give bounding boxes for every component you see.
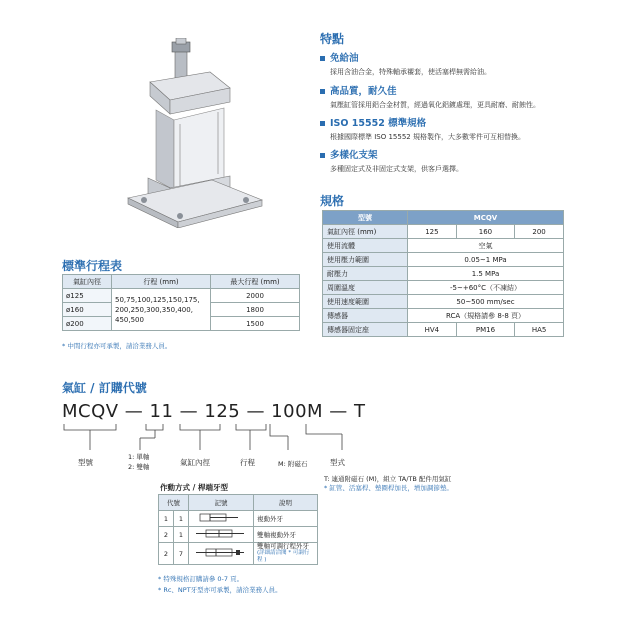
spec-header-model: MCQV	[408, 211, 564, 225]
features-title: 特點	[320, 32, 345, 46]
table-row	[323, 253, 564, 267]
table-row	[323, 225, 564, 239]
feature-desc: 根據國際標準 ISO 15552 規格製作，大多數零件可互相替換。	[330, 133, 525, 141]
spec-label: 周圍溫度	[323, 281, 408, 295]
bore-cell: ø160	[63, 303, 112, 317]
table-row	[323, 295, 564, 309]
table-row	[63, 289, 300, 303]
action-desc: 雙軸可調行程外牙	[257, 542, 309, 550]
table-row	[159, 527, 318, 543]
action-table	[158, 494, 318, 565]
label-magnet: M: 附磁石	[278, 460, 308, 468]
label-stroke: 行程	[240, 458, 255, 467]
spec-cell: 空氣	[408, 239, 564, 253]
cylinder-product-image	[120, 38, 270, 228]
spec-label: 使用速度範圍	[323, 295, 408, 309]
stroke-header: 行程 (mm)	[112, 275, 211, 289]
spec-label: 氣缸內徑 (mm)	[323, 225, 408, 239]
feature-desc: 採用含油合金，特殊軸承襯套，使活塞桿無需給油。	[330, 68, 491, 76]
adjustable-stroke-symbol-icon	[189, 543, 254, 565]
max-stroke-cell: 1500	[211, 317, 300, 331]
feature-heading: 高品質，耐久佳	[330, 86, 397, 97]
spec-cell: HV4	[408, 323, 457, 337]
stroke-table-title: 標準行程表	[62, 259, 123, 273]
action-code: 1	[174, 511, 189, 527]
stroke-header: 氣缸內徑	[63, 275, 112, 289]
action-code: 1	[159, 511, 174, 527]
spec-cell: 50~500 mm/sec	[408, 295, 564, 309]
feature-heading: ISO 15552 標準規格	[330, 118, 427, 129]
single-rod-symbol-icon	[189, 511, 254, 527]
order-code-bracket-lines	[60, 420, 360, 480]
spec-label: 使用流體	[323, 239, 408, 253]
spec-cell: HA5	[515, 323, 564, 337]
table-row	[323, 239, 564, 253]
label-type: 型式	[330, 458, 345, 467]
label-action-double: 2: 雙軸	[128, 463, 150, 471]
feature-desc: 氣壓缸管採用鋁合金材質，經過氧化鋁鍍處理，更具耐磨、耐蝕性。	[330, 101, 540, 109]
action-code: 2	[159, 543, 174, 565]
action-header: 記號	[189, 495, 254, 511]
bore-cell: ø200	[63, 317, 112, 331]
feature-item	[320, 115, 525, 142]
spec-header-label: 型號	[323, 211, 408, 225]
action-code: 7	[174, 543, 189, 565]
spec-cell: 0.05~1 MPa	[408, 253, 564, 267]
action-code: 1	[174, 527, 189, 543]
spec-label: 使用壓力範圍	[323, 253, 408, 267]
stroke-table	[62, 274, 300, 331]
strokes-cell: 50,75,100,125,150,175, 200,250,300,350,400, 450,500	[112, 289, 211, 331]
label-action-single: 1: 單軸	[128, 453, 150, 461]
table-row	[159, 511, 318, 527]
spec-cell: -5~+60°C（不凍結）	[408, 281, 564, 295]
label-model: 型號	[78, 458, 93, 467]
spec-label: 傳感器固定座	[323, 323, 408, 337]
spec-label: 耐壓力	[323, 267, 408, 281]
stroke-note: * 中間行程亦可承製，請洽業務人員。	[62, 342, 172, 350]
bore-cell: ø125	[63, 289, 112, 303]
table-row	[323, 309, 564, 323]
feature-desc: 多種固定式及非固定式支架，供客戶選擇。	[330, 165, 463, 173]
action-desc: 複動外牙	[254, 511, 318, 527]
spec-cell: 1.5 MPa	[408, 267, 564, 281]
type-note-2: * 缸管、活塞桿、墊圈桿加長，增加調節墊。	[324, 484, 453, 492]
bullet-square-icon	[320, 153, 325, 158]
action-header: 代號	[159, 495, 189, 511]
order-note-2: * Rc、NPT牙型亦可承製，請洽業務人員。	[158, 586, 282, 594]
bullet-square-icon	[320, 121, 325, 126]
spec-title: 規格	[320, 194, 345, 208]
order-code: MCQV — 11 — 125 — 100M — T	[62, 401, 366, 422]
stroke-header: 最大行程 (mm)	[211, 275, 300, 289]
mount-title: 作動方式 / 桿端牙型	[160, 483, 228, 492]
order-note-1: * 特殊規格訂購請參 0-7 頁。	[158, 575, 244, 583]
table-row	[323, 323, 564, 337]
order-title: 氣缸 / 訂購代號	[62, 381, 147, 395]
table-row	[323, 281, 564, 295]
spec-label: 傳感器	[323, 309, 408, 323]
table-row	[323, 267, 564, 281]
action-header: 說明	[254, 495, 318, 511]
action-desc: 雙軸複動外牙	[254, 527, 318, 543]
feature-item	[320, 50, 491, 77]
spec-cell: 160	[456, 225, 514, 239]
feature-heading: 多樣化支架	[330, 150, 378, 161]
label-bore: 氣缸內徑	[180, 458, 210, 467]
action-code: 2	[159, 527, 174, 543]
type-note-1: T: 連通附磁石 (M)，組立 TA/TB 配件用氣缸	[324, 475, 452, 483]
spec-cell: 200	[515, 225, 564, 239]
feature-heading: 免給油	[330, 53, 359, 64]
max-stroke-cell: 2000	[211, 289, 300, 303]
action-desc-note: (詳細請洽閱 * 可調行程 )	[257, 550, 310, 563]
bullet-square-icon	[320, 89, 325, 94]
spec-cell: 125	[408, 225, 457, 239]
spec-cell: PM16	[456, 323, 514, 337]
table-row	[159, 543, 318, 565]
feature-item	[320, 147, 463, 174]
spec-table	[322, 210, 564, 337]
max-stroke-cell: 1800	[211, 303, 300, 317]
spec-cell: RCA（規格請參 8-8 頁）	[408, 309, 564, 323]
feature-item	[320, 83, 540, 110]
double-rod-symbol-icon	[189, 527, 254, 543]
bullet-square-icon	[320, 56, 325, 61]
